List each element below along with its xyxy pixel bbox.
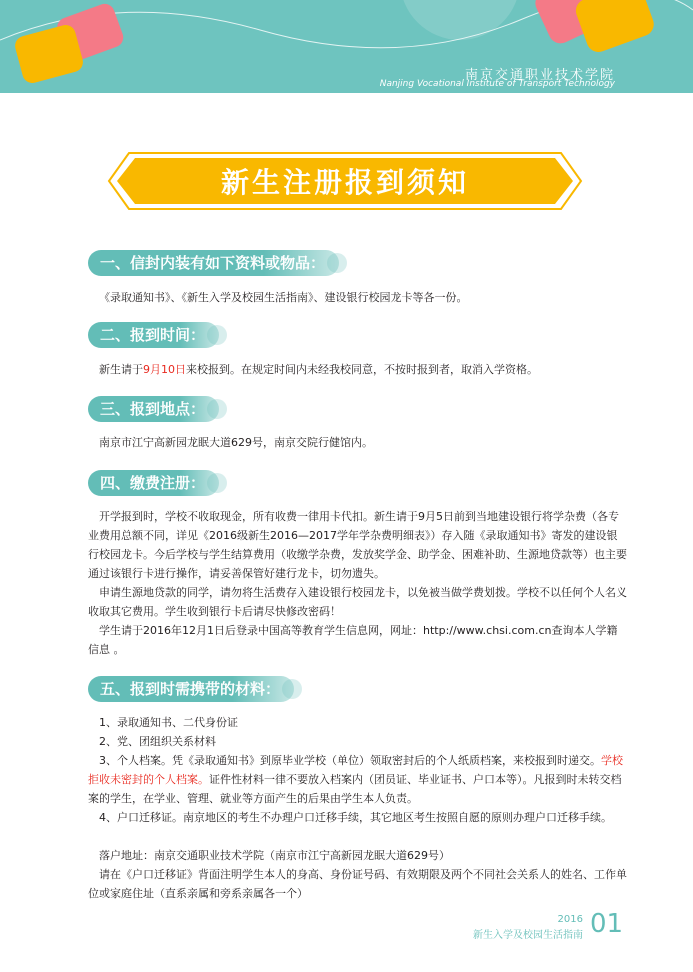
section-4-para-3: 学生请于2016年12月1日后登录中国高等教育学生信息网，网址：http://www.chsi.com.cn查询本人学籍信息 。 xyxy=(88,624,618,656)
page-number: 01 xyxy=(590,909,624,939)
settlement-address: 落户地址：南京交通职业技术学院（南京市江宁高新园龙眠大道629号） xyxy=(99,849,450,862)
section-heading-2: 二、报到时间： xyxy=(88,322,219,348)
material-item-4: 4、户口迁移证。南京地区的考生不办理户口迁移手续，其它地区考生按照自愿的原则办理户口迁移手续。 xyxy=(99,811,612,824)
school-name-en: Nanjing Vocational Institute of Transport Technology xyxy=(379,79,615,89)
section-3-text: 南京市江宁高新园龙眠大道629号，南京交院行健馆内。 xyxy=(99,436,373,449)
material-item-2: 2、党、团组织关系材料 xyxy=(99,735,216,748)
section-heading-1: 一、信封内装有如下资料或物品： xyxy=(88,250,339,276)
migration-note: 请在《户口迁移证》背面注明学生本人的身高、身份证号码、有效期限及两个不同社会关系人的姓名、工作单位或家庭住址（直系亲属和旁系亲属各一个） xyxy=(88,868,627,900)
school-name-cn: 南京交通职业技术学院 xyxy=(464,68,615,83)
section-heading-4: 四、缴费注册： xyxy=(88,470,219,496)
page-title: 新生注册报到须知 xyxy=(220,166,469,199)
archive-warning: 学校拒收未密封的个人档案。 xyxy=(88,754,623,786)
section-4-para-2: 申请生源地贷款的同学，请勿将生活费存入建设银行校园龙卡，以免被当做学费划拨。学校不以任何个人名义收取其它费用。学生收到银行卡后请尽快修改密码！ xyxy=(88,586,627,618)
section-heading-3: 三、报到地点： xyxy=(88,396,219,422)
header-bar xyxy=(0,0,693,93)
section-heading-5: 五、报到时需携带的材料： xyxy=(88,676,294,702)
title-banner xyxy=(95,150,595,212)
material-item-1: 1、录取通知书、二代身份证 xyxy=(99,716,238,729)
section-4-para-1: 开学报到时，学校不收取现金，所有收费一律用卡代扣。新生请于9月5日前到当地建设银行将学杂费（各专业费用总额不同，详见《2016级新生2016—2017学年学杂费明细表》）存入随《录取通知书》寄发的建设银行校园龙卡。今后学校与学生结算费用（收缴学杂费，发放奖学金、助学金、困难补助、生源地贷款等）也主要通过该银行卡进行操作，请妥善保管好建行龙卡，切勿遗失。 xyxy=(88,510,627,580)
footer-guide-title: 新生入学及校园生活指南 xyxy=(473,930,583,941)
footer-year: 2016 xyxy=(557,914,583,925)
material-item-3: 3、个人档案。凭《录取通知书》到原毕业学校（单位）领取密封后的个人纸质档案，来校报到时递交。学校拒收未密封的个人档案。证件性材料一律不要放入档案内（团员证、毕业证书、户口本等）。凡报到时未转交档案的学生，在学业、管理、就业等方面产生的后果由学生本人负责。 xyxy=(88,754,623,805)
section-2-text: 新生请于9月10日来校报到。在规定时间内未经我校同意，不按时报到者，取消入学资格。 xyxy=(99,363,538,376)
section-1-text: 《录取通知书》、《新生入学及校园生活指南》、建设银行校园龙卡等各一份。 xyxy=(99,291,468,304)
report-date: 9月10日 xyxy=(143,363,186,376)
